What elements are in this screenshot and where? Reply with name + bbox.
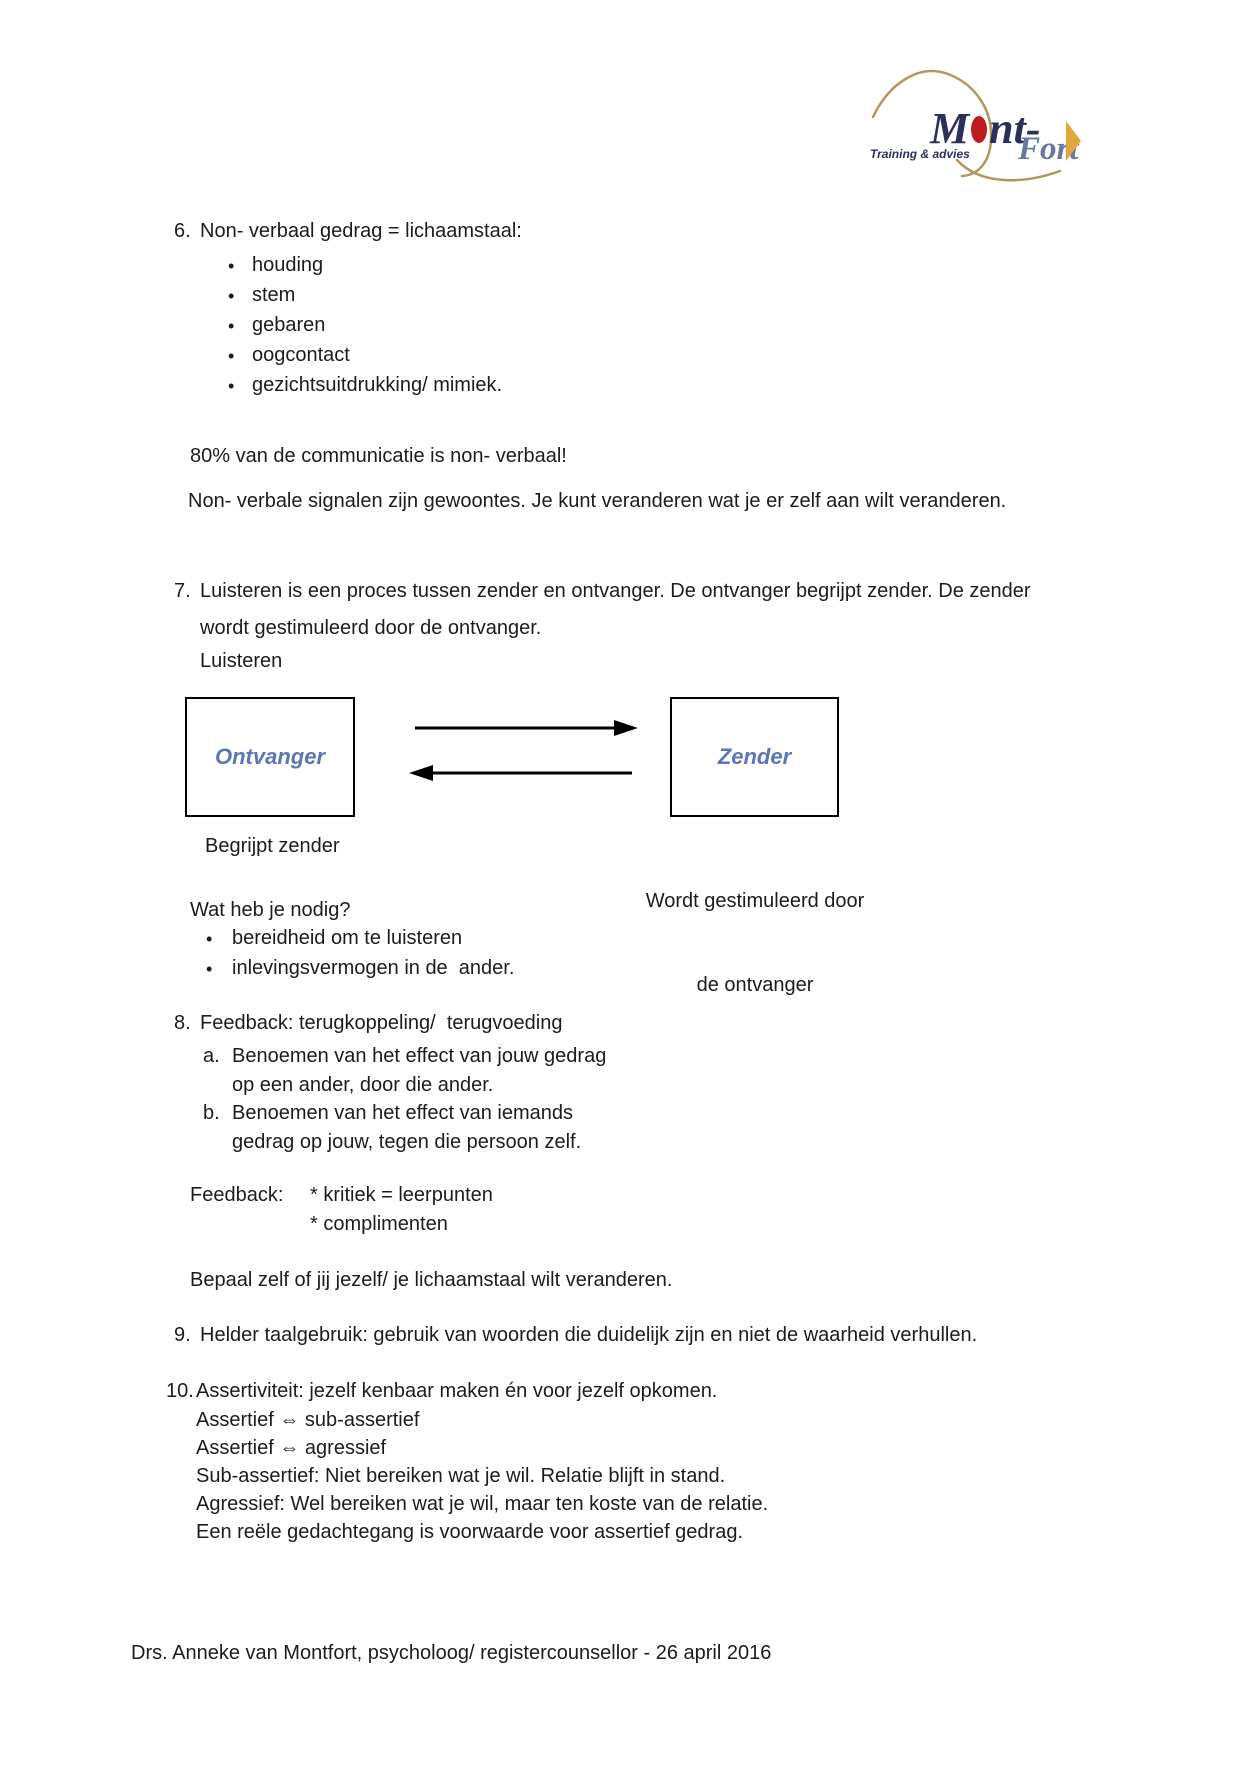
- footer-author-date: Drs. Anneke van Montfort, psycholoog/ registercounsellor - 26 april 2016: [131, 1642, 772, 1664]
- item10-number: 10.: [166, 1380, 194, 1402]
- item7-line1: Luisteren is een proces tussen zender en ontvanger. De ontvanger begrijpt zender. De zender: [200, 580, 1031, 602]
- listening-label: Luisteren: [200, 650, 283, 672]
- item6-bullet: stem: [252, 284, 296, 306]
- item8-b-label: b.: [203, 1102, 220, 1124]
- feedback-star1: * kritiek = leerpunten: [310, 1184, 493, 1206]
- item10-line: Assertief ⇔ agressief: [196, 1437, 387, 1459]
- item8-a-line1: Benoemen van het effect van jouw gedrag: [232, 1045, 607, 1067]
- montfort-logo: [760, 55, 1100, 200]
- item7-number: 7.: [174, 580, 191, 602]
- sender-caption-line1: Wordt gestimuleerd door: [645, 890, 865, 912]
- feedback-star2: * complimenten: [310, 1213, 448, 1235]
- item8-number: 8.: [174, 1012, 191, 1034]
- item8-closing: Bepaal zelf of jij jezelf/ je lichaamstaal wilt veranderen.: [190, 1269, 673, 1291]
- receiver-box-label: Ontvanger: [214, 744, 326, 769]
- bullet-icon: •: [206, 959, 213, 979]
- bullet-icon: •: [228, 256, 235, 276]
- bullet-icon: •: [228, 316, 235, 336]
- item8-title: Feedback: terugkoppeling/ terugvoeding: [200, 1012, 563, 1034]
- item9-text: Helder taalgebruik: gebruik van woorden die duidelijk zijn en niet de waarheid verhullen.: [200, 1324, 978, 1346]
- item6-bullet: gezichtsuitdrukking/ mimiek.: [252, 374, 503, 396]
- feedback-label: Feedback:: [190, 1184, 284, 1206]
- item8-b-line1: Benoemen van het effect van iemands: [232, 1102, 573, 1124]
- needs-title: Wat heb je nodig?: [190, 899, 351, 921]
- logo-word-nt: nt-: [989, 104, 1041, 153]
- receiver-caption: Begrijpt zender: [205, 835, 340, 857]
- needs-bullet: inlevingsvermogen in de ander.: [232, 957, 515, 979]
- logo-word-fort: Fort: [1018, 131, 1079, 167]
- item6-title: Non- verbaal gedrag = lichaamstaal:: [200, 220, 522, 242]
- item7-line2: wordt gestimuleerd door de ontvanger.: [200, 617, 542, 639]
- item10-line: Een reële gedachtegang is voorwaarde voor assertief gedrag.: [196, 1521, 744, 1543]
- item8-b-line2: gedrag op jouw, tegen die persoon zelf.: [232, 1131, 582, 1153]
- item6-number: 6.: [174, 220, 191, 242]
- item6-bullet: oogcontact: [252, 344, 350, 366]
- bullet-icon: •: [228, 376, 235, 396]
- item10-line: Sub-assertief: Niet bereiken wat je wil. Relatie blijft in stand.: [196, 1465, 726, 1487]
- bullet-icon: •: [228, 286, 235, 306]
- sender-caption: [630, 833, 880, 1053]
- red-dot-icon: [971, 116, 987, 143]
- note-80-percent: 80% van de communicatie is non- verbaal!: [190, 445, 567, 467]
- sender-caption-line2: de ontvanger: [696, 974, 814, 996]
- item10-title: Assertiviteit: jezelf kenbaar maken én voor jezelf opkomen.: [196, 1380, 718, 1402]
- item10-line: Assertief ⇔ sub-assertief: [196, 1409, 420, 1431]
- sender-box: [670, 697, 839, 817]
- item8-a-line2: op een ander, door die ander.: [232, 1074, 494, 1096]
- left-arrowhead-icon: [409, 765, 433, 781]
- right-arrowhead-icon: [614, 720, 638, 736]
- item9-number: 9.: [174, 1324, 191, 1346]
- bullet-icon: •: [206, 929, 213, 949]
- receiver-box: [185, 697, 355, 817]
- item8-a-label: a.: [203, 1045, 220, 1067]
- bullet-icon: •: [228, 346, 235, 366]
- item6-bullet: gebaren: [252, 314, 326, 336]
- logo-word-m: M: [930, 104, 970, 153]
- sender-box-label: Zender: [717, 744, 792, 769]
- logo-tagline: Training & advies: [870, 147, 970, 161]
- note-signals: Non- verbale signalen zijn gewoontes. Je kunt veranderen wat je er zelf aan wilt veranderen.: [188, 490, 1007, 512]
- item10-line: Agressief: Wel bereiken wat je wil, maar ten koste van de relatie.: [196, 1493, 769, 1515]
- gold-arrow-icon: [1066, 121, 1081, 161]
- arrows-between-boxes: [390, 700, 660, 810]
- needs-bullet: bereidheid om te luisteren: [232, 927, 463, 949]
- item6-bullet: houding: [252, 254, 324, 276]
